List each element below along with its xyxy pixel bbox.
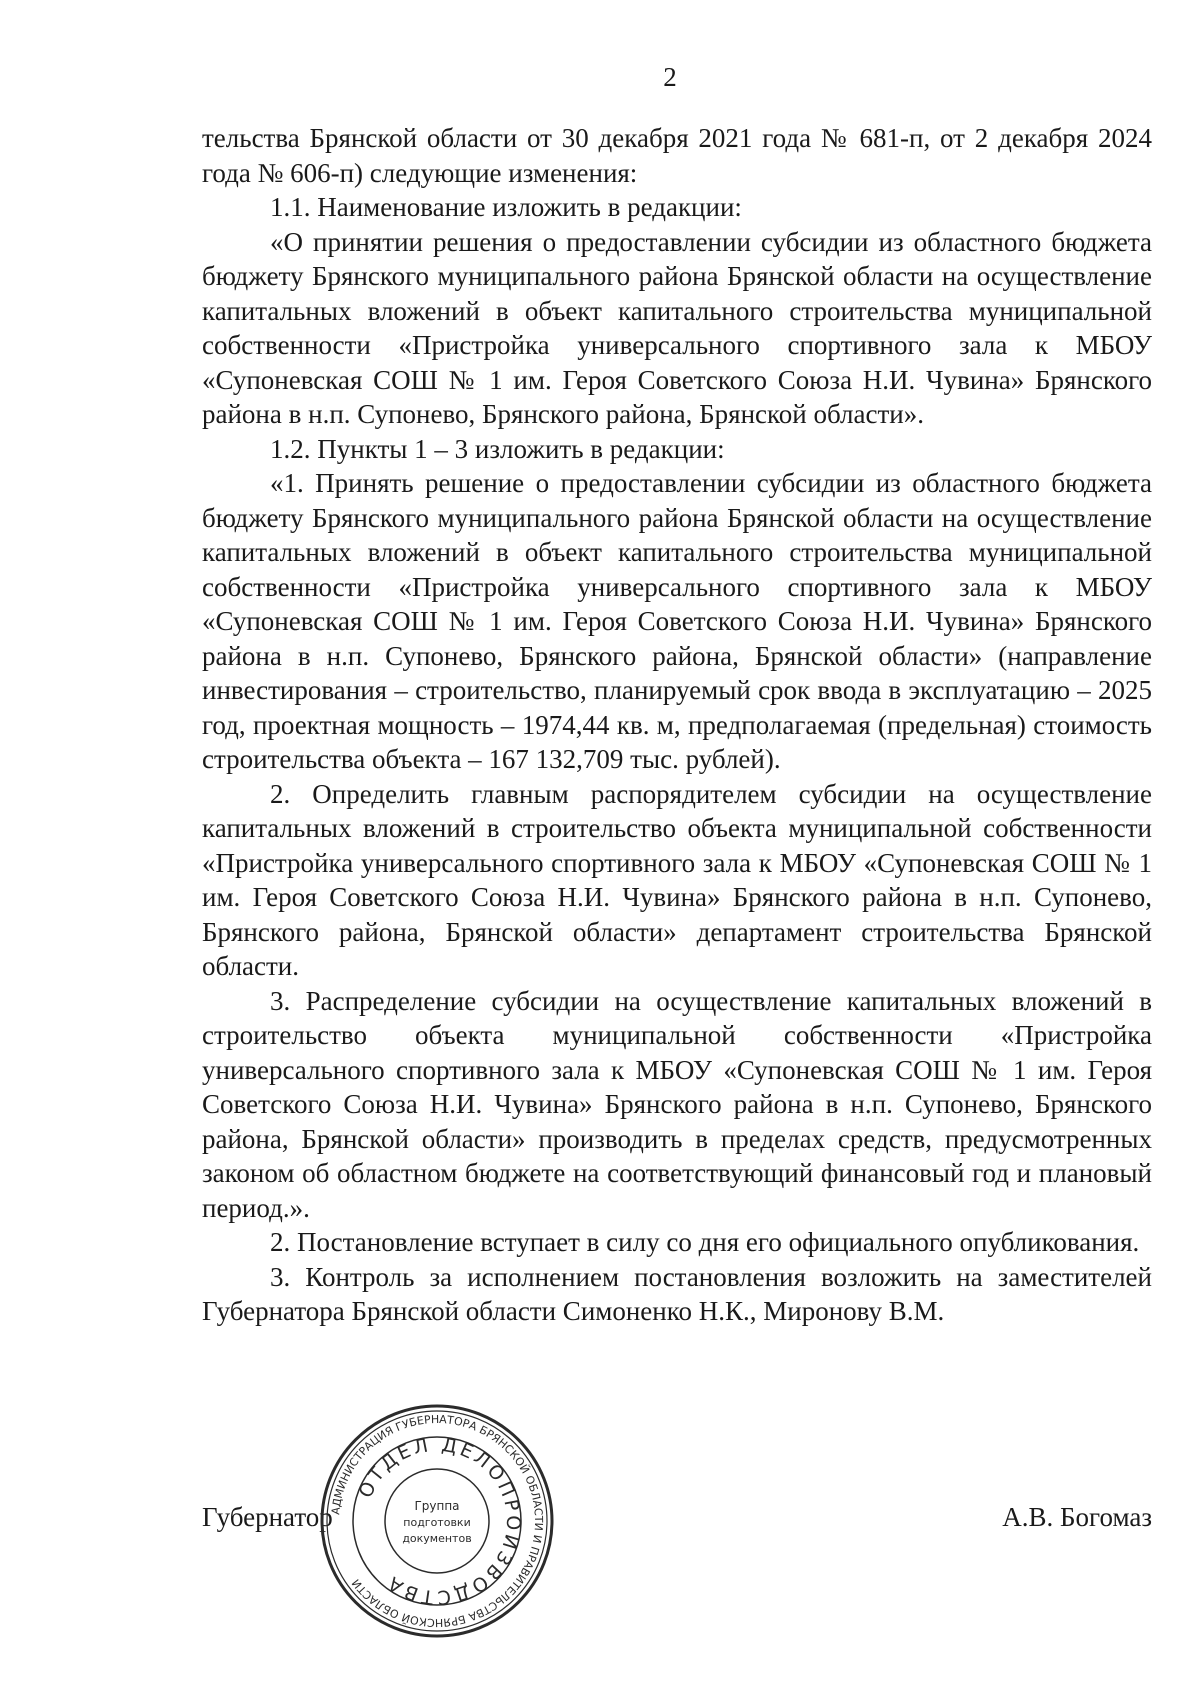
paragraph: 3. Контроль за исполнением постановления возложить на заместителей Губернатора Брянской области Симоненко Н.К., Миронову В.М. bbox=[202, 1261, 1152, 1326]
paragraph: 2. Определить главным распорядителем субсидии на осуществление капитальных вложений в строительство объекта муниципальной собственности «Пристройка универсального спортивного зала к МБОУ «Супоневская СОШ № 1 им. Героя Советского Союза Н.И. Чувина» Брянского района в н.п. Супонево, Брянского района, Брянской области» департамент строительства Брянской области. bbox=[202, 778, 1152, 981]
seal-center-line: подготовки bbox=[403, 1516, 471, 1529]
paragraph: 1.2. Пункты 1 – 3 изложить в редакции: bbox=[270, 433, 725, 464]
signatory-title: Губернатор bbox=[202, 1502, 333, 1532]
paragraph: 2. Постановление вступает в силу со дня его официального опубликования. bbox=[270, 1227, 1140, 1257]
signatory-name: А.В. Богомаз bbox=[1002, 1502, 1152, 1532]
paragraph: 1.1. Наименование изложить в редакции: bbox=[270, 192, 742, 222]
paragraph: 3. Распределение субсидии на осуществление капитальных вложений в строительство объекта муниципальной собственности «Пристройка универсального спортивного зала к МБОУ «Супоневская СОШ № 1 им. Героя Советского Союза Н.И. Чувина» Брянского района в н.п. Супонево, Брянского района, Брянской области» производить в пределах средств, предусмотренных законом об областном бюджете на соответствующий финансовый год и плановый период.». bbox=[202, 985, 1152, 1223]
official-seal-stamp bbox=[318, 1402, 556, 1640]
paragraph: «1. Принять решение о предоставлении субсидии из областного бюджета бюджету Брянского муниципального района Брянской области на осуществление капитальных вложений в объект капитального строительства муниципальной собственности «Пристройка универсального спортивного зала к МБОУ «Супоневская СОШ № 1 им. Героя Советского Союза Н.И. Чувина» Брянского района в н.п. Супонево, Брянского района, Брянской области» (направление инвестирования – строительство, планируемый срок ввода в эксплуатацию – 2025 год, проектная мощность – 1974,44 кв. м, предполагаемая (предельная) стоимость строительства объекта – 167 132,709 тыс. рублей). bbox=[202, 468, 1152, 774]
paragraph: «О принятии решения о предоставлении субсидии из областного бюджета бюджету Брянского муниципального района Брянской области на осуществление капитальных вложений в объект капитального строительства муниципальной собственности «Пристройка универсального спортивного зала к МБОУ «Супоневская СОШ № 1 им. Героя Советского Союза Н.И. Чувина» Брянского района в н.п. Супонево, Брянского района, Брянской области». bbox=[202, 226, 1152, 429]
seal-graphic bbox=[318, 1402, 556, 1640]
seal-center-line: Группа bbox=[414, 1499, 460, 1513]
paragraph: тельства Брянской области от 30 декабря 2021 года № 681-п, от 2 декабря 2024 года № 606-п) следующие изменения: bbox=[202, 123, 1152, 188]
page-number: 2 bbox=[663, 62, 677, 92]
seal-center-line: документов bbox=[402, 1532, 472, 1545]
seal-middle-text: ОТДЕЛ ДЕЛОПРОИЗВОДСТВА bbox=[354, 1433, 525, 1609]
seal-outer-text: АДМИНИСТРАЦИЯ ГУБЕРНАТОРА БРЯНСКОЙ ОБЛАСТИ И ПРАВИТЕЛЬСТВА БРЯНСКОЙ ОБЛАСТИ bbox=[329, 1412, 546, 1630]
document-body bbox=[202, 121, 1152, 1329]
